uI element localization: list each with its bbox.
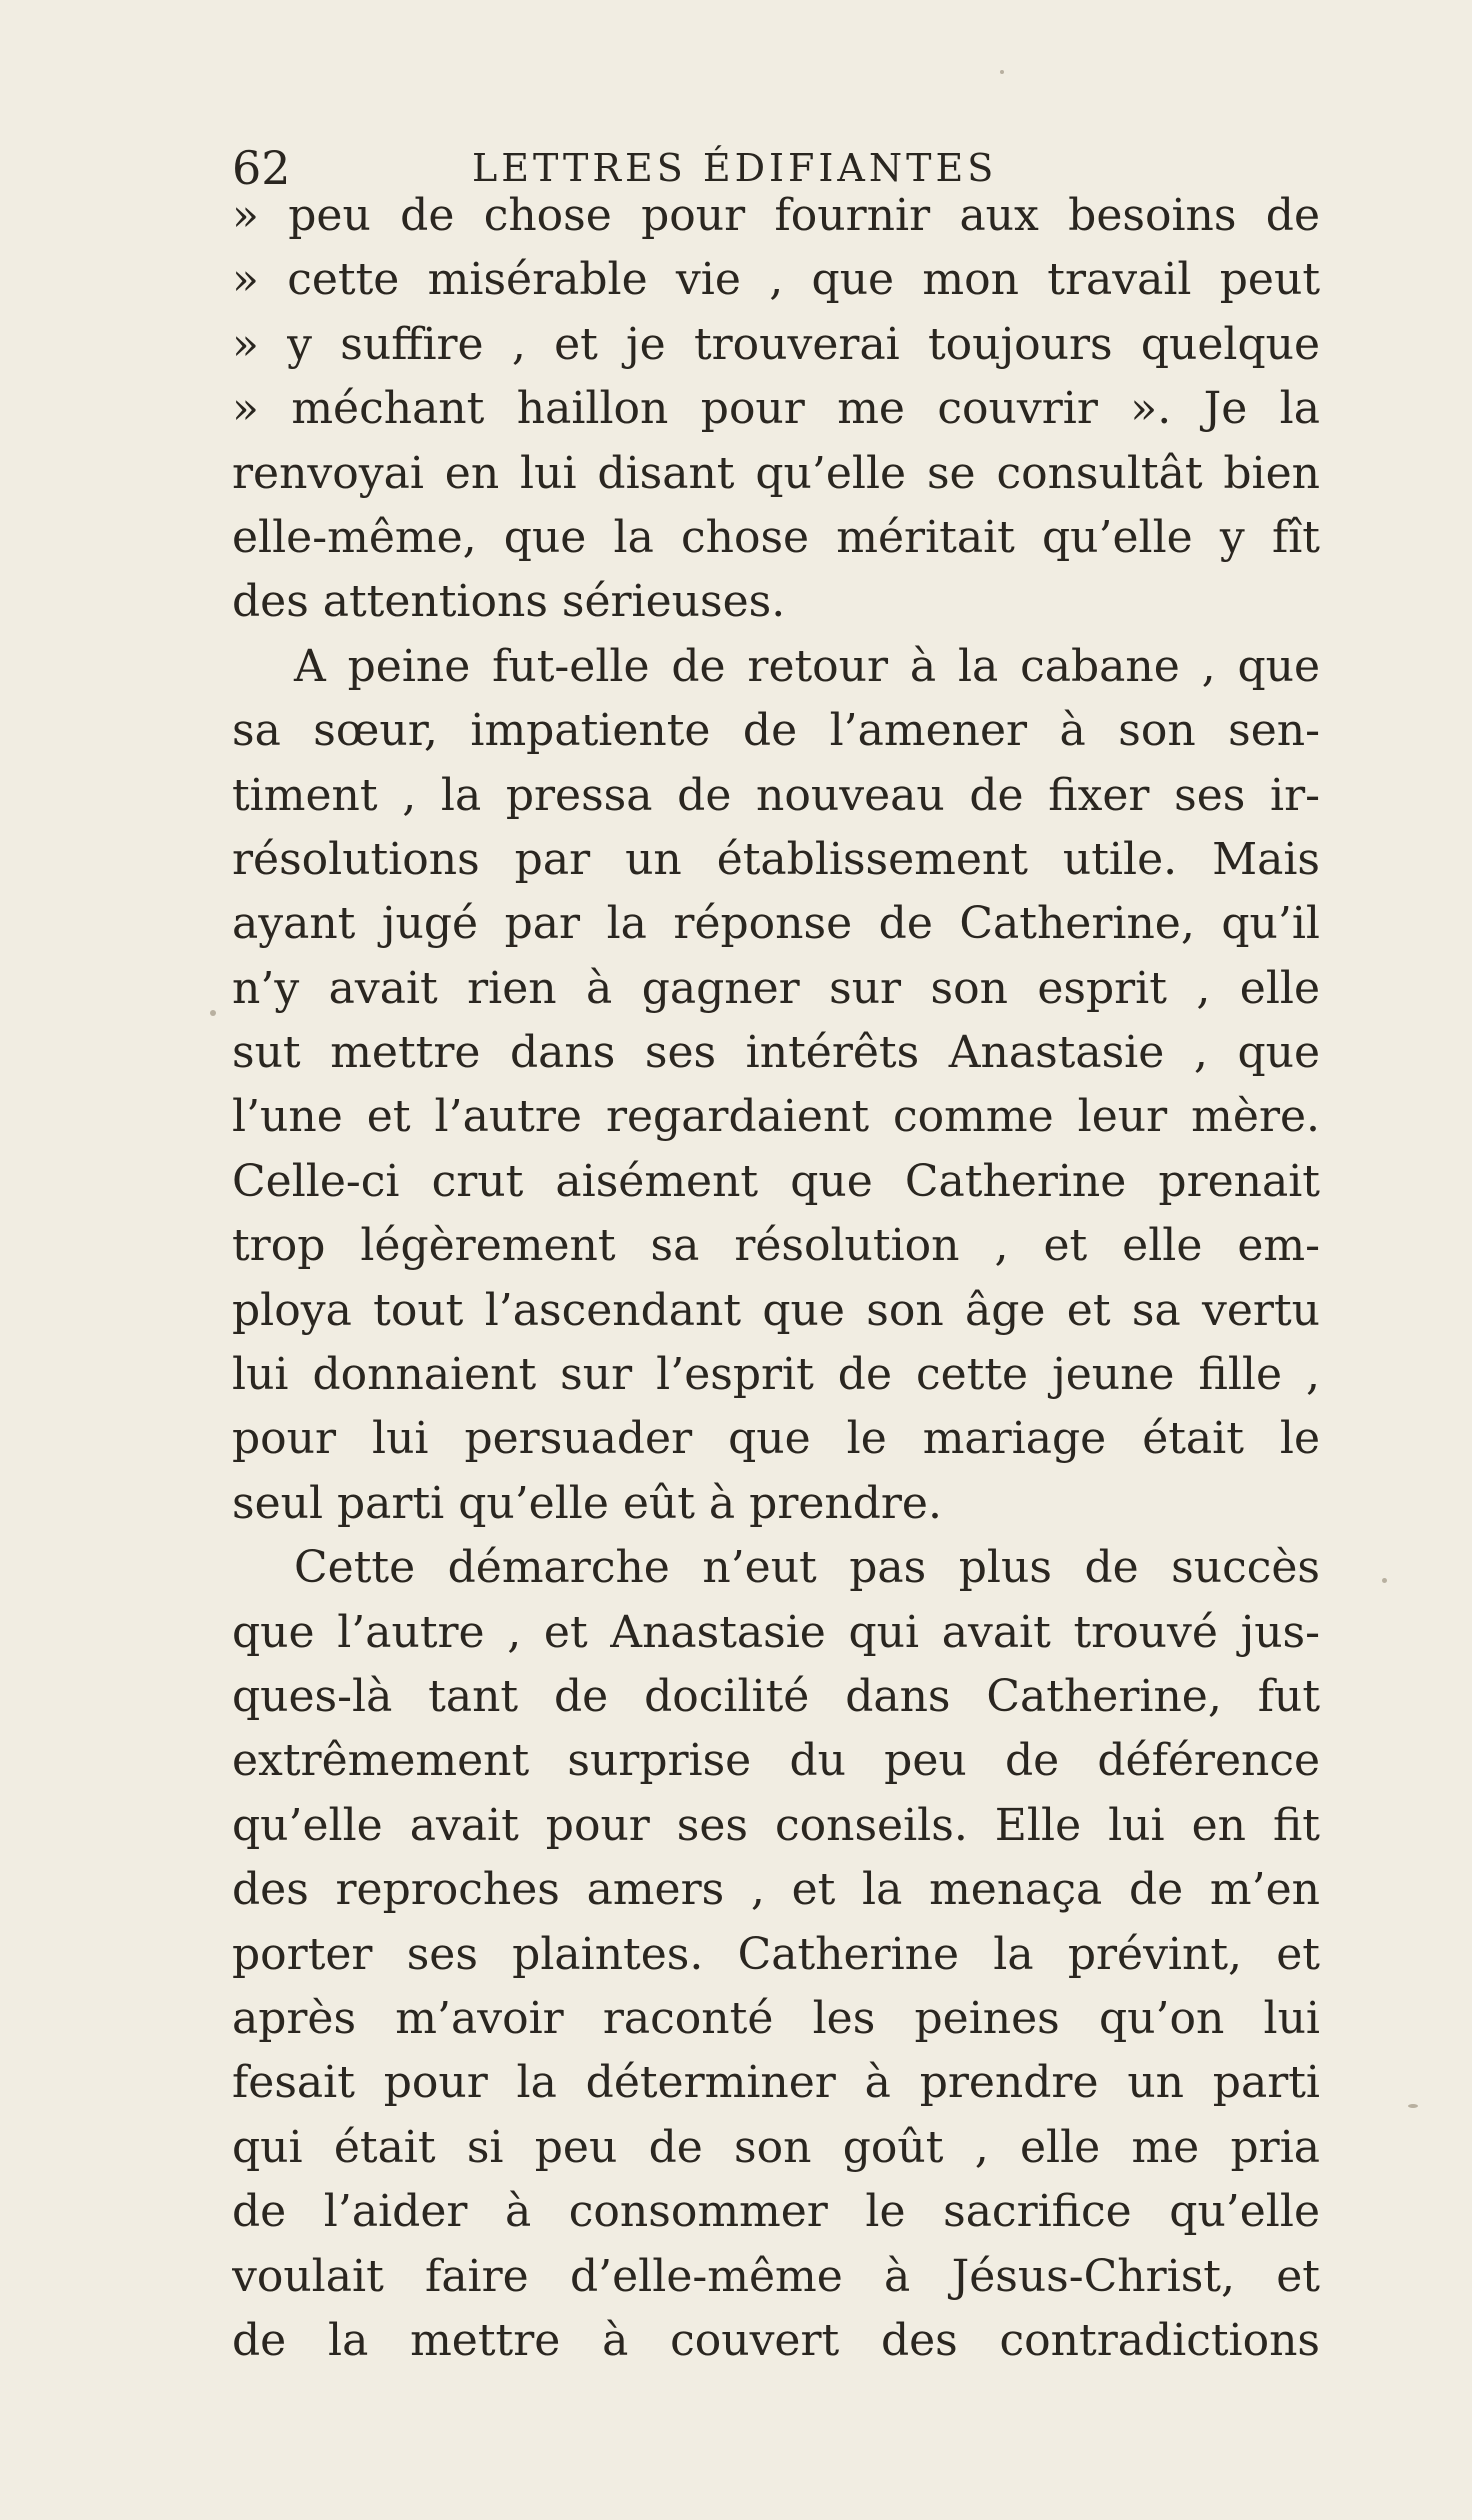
text-line: lui donnaient sur l’esprit de cette jeune fille , [232,1349,1320,1401]
text-line: sut mettre dans ses intérêts Anastasie , que [232,1027,1320,1079]
text-line: elle-même, que la chose méritait qu’elle y fît [232,511,1320,563]
text-line: l’une et l’autre regardaient comme leur mère. [232,1091,1320,1143]
text-line: ploya tout l’ascendant que son âge et sa vertu [232,1284,1320,1336]
text-line: » méchant haillon pour me couvrir ». Je la [232,383,1320,435]
paragraph-start-line: Cette démarche n’eut pas plus de succès [294,1542,1320,1594]
text-line: des attentions sérieuses. [232,576,786,628]
text-line: » y suffire , et je trouverai toujours quelque [232,318,1320,370]
text-line: seul parti qu’elle eût à prendre. [232,1477,942,1529]
paragraph-start-line: A peine fut-elle de retour à la cabane , que [294,640,1320,692]
paper-speck [210,1010,216,1016]
text-line: » peu de chose pour fournir aux besoins de [232,190,1320,241]
text-line: porter ses plaintes. Catherine la prévint, et [232,1928,1320,1980]
text-line: que l’autre , et Anastasie qui avait trouvé jus- [232,1606,1320,1658]
text-line: ayant jugé par la réponse de Catherine, qu’il [232,898,1320,950]
text-line: de la mettre à couvert des contradictions [232,2314,1320,2366]
page-number: 62 [232,141,291,195]
text-line: qui était si peu de son goût , elle me pria [232,2121,1320,2173]
text-line: trop légèrement sa résolution , et elle em- [232,1220,1320,1272]
text-line: ques-là tant de docilité dans Catherine, fut [232,1670,1320,1722]
body-text [232,184,1320,2373]
text-line: timent , la pressa de nouveau de fixer ses ir- [232,769,1320,821]
text-line: résolutions par un établissement utile. Mais [232,833,1320,885]
text-line: n’y avait rien à gagner sur son esprit , elle [232,962,1320,1014]
text-line: des reproches amers , et la menaça de m’en [232,1864,1320,1916]
paper-speck [1000,70,1004,74]
text-line: pour lui persuader que le mariage était le [232,1413,1320,1465]
text-line: fesait pour la déterminer à prendre un parti [232,2057,1320,2109]
text-line: après m’avoir raconté les peines qu’on lui [232,1992,1320,2044]
text-line: sa sœur, impatiente de l’amener à son sen- [232,705,1320,757]
running-title: LETTRES ÉDIFIANTES [472,146,998,190]
text-line: voulait faire d’elle-même à Jésus-Christ, et [232,2250,1320,2302]
text-line: extrêmement surprise du peu de déférence [232,1735,1320,1787]
text-line: qu’elle avait pour ses conseils. Elle lui en fit [232,1799,1320,1851]
paper-speck [1382,1578,1387,1583]
text-line: » cette misérable vie , que mon travail peut [232,254,1320,306]
text-line: de l’aider à consommer le sacrifice qu’elle [232,2186,1320,2238]
text-line: renvoyai en lui disant qu’elle se consultât bien [232,447,1320,499]
text-line: Celle-ci crut aisément que Catherine prenait [232,1155,1320,1207]
paper-speck [1408,2104,1418,2108]
